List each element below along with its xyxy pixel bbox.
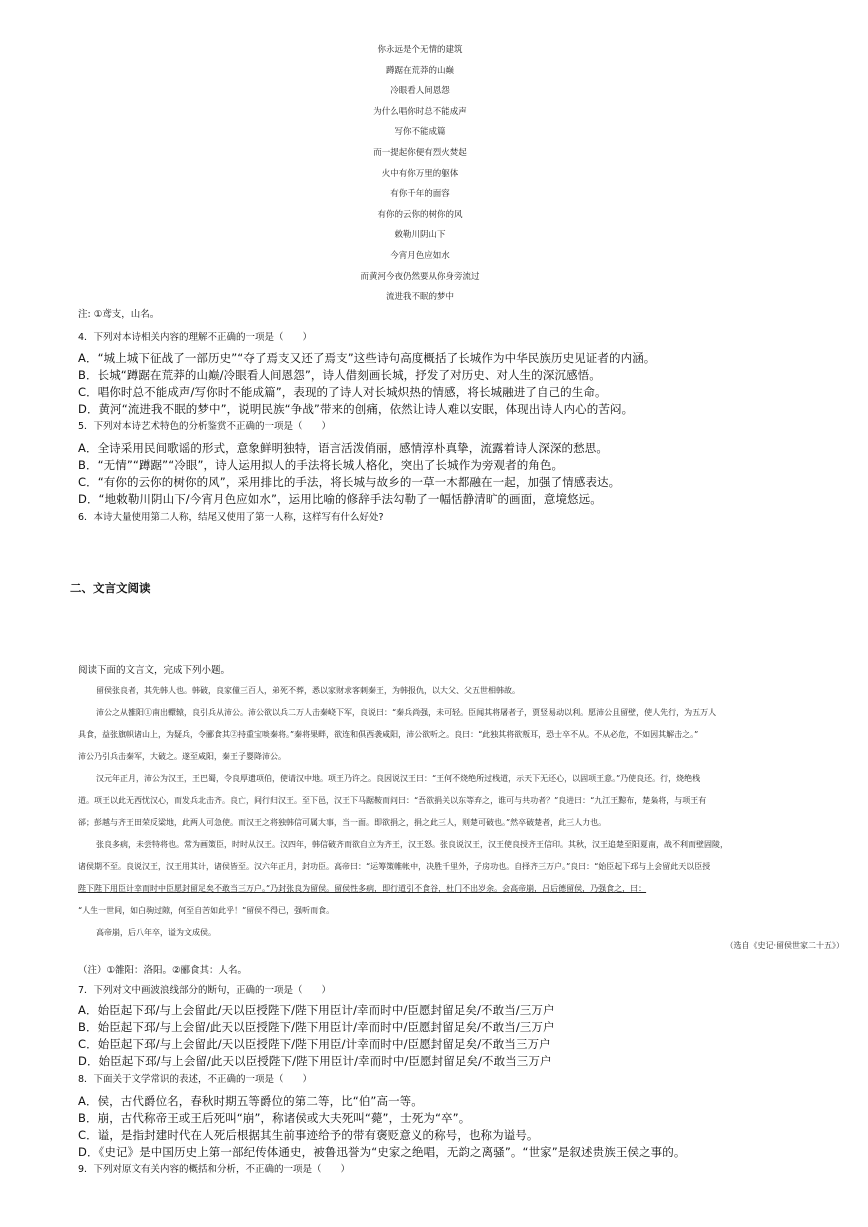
passage-line: 诸侯期不至。良说汉王，汉王用其计，诸侯皆至。汉六年正月，封功臣。高帝曰：“运筹策帷帐中，决胜千里外，子房功也。自择齐三万户。”良曰：“始臣起下邳与上会留此天以臣授	[78, 862, 711, 871]
poem-line: 今宵月色应如水	[390, 250, 450, 261]
poem-line: 敕勒川阴山下	[394, 230, 446, 241]
passage-line: 郤；彭越与齐王田荣反梁地，此两人可急使。而汉王之将独韩信可属大事，当一面。即欲捐之，捐之此三人，则楚可破也。”然卒破楚者，此三人力也。	[78, 818, 607, 827]
poem-line: 你永远是个无情的建筑	[377, 45, 463, 55]
passage-line: 张良多病，未尝特将也。常为画策臣，时时从汉王。汉四年，韩信破齐而欲自立为齐王，汉王怒。张良说汉王，汉王使良授齐王信印。其秋，汉王追楚至阳夏南，战不利而壁固陵，	[96, 840, 728, 849]
option-b[interactable]: B．“无情”“蹲踞”“冷眼”，诗人运用拟人的手法将长城人格化，突出了长城作为旁观者的角色。	[78, 458, 564, 472]
poem-line: 为什么唱你时总不能成声	[373, 106, 467, 117]
passage-line: 具食，益张旗帜诸山上，为疑兵，令郦食其②持重宝啖秦将。”秦将果畔，欲连和俱西袭咸阳，沛公欲听之。良曰：“此独其将欲叛耳，恐士卒不从。不从必危，不如因其解击之。”	[78, 730, 699, 739]
passage-line: 沛公乃引兵击秦军，大破之。遂至咸阳，秦王子婴降沛公。	[78, 752, 286, 761]
passage-line: “人生一世间，如白驹过隙，何至自苦如此乎！”留侯不得已，强听而食。	[78, 906, 335, 915]
passage-line: 沛公之从雒阳①南出轘辕，良引兵从沛公。沛公欲以兵二万人击秦峣下军，良说曰：“秦兵尚强，未可轻。臣闻其将屠者子，贾竖易动以利。愿沛公且留壁，使人先行，为五万人	[96, 708, 717, 717]
option-a[interactable]: A．“城上城下征战了一部历史”“夺了焉支又还了焉支”这些诗句高度概括了长城作为中华民族历史见证者的内涵。	[78, 351, 656, 365]
poem-line: 有你千年的面容	[390, 189, 450, 200]
option-a[interactable]: A．始臣起下邳/与上会留此/天以臣授陛下/陛下用臣计/幸而时中/臣愿封留足矣/不敢当/三万户	[78, 1003, 555, 1017]
question-4-options	[78, 350, 848, 418]
poem-line: 写你不能成篇	[394, 127, 446, 138]
question-8-stem: 8．下面关于文学常识的表述，不正确的一项是（ ）	[78, 1074, 313, 1085]
poem-line: 有你的云你的树你的风	[377, 209, 463, 220]
poem-line: 流进我不眠的梦中	[385, 292, 454, 303]
passage-line-underlined: 陛下陛下用臣计幸而时中臣愿封留足矣不敢当三万户。”乃封张良为留侯。留侯性多病，即行道引不食谷，杜门不出岁余。会高帝崩，吕后德留侯，乃强食之，曰：	[78, 884, 647, 893]
option-a[interactable]: A．侯，古代爵位名，春秋时期五等爵位的第二等，比“伯”高一等。	[78, 1094, 423, 1108]
poem-line: 火中有你万里的躯体	[381, 168, 459, 179]
question-7-options	[78, 1002, 848, 1070]
question-6-stem: 6．本诗大量使用第二人称，结尾又使用了第一人称，这样写有什么好处?	[78, 512, 384, 523]
option-b[interactable]: B．始臣起下邳/与上会留/此天以臣授陛下/陛下用臣计/幸而时中/臣愿封留足矣/不敢当/三万户	[78, 1020, 555, 1034]
option-d[interactable]: D．始臣起下邳/与上会留/此天以臣授陛下/陛下用臣计/幸而时中/臣愿封留足矣/不敢当三万户	[78, 1054, 552, 1068]
passage-line: 道。项王以此无西忧汉心，而发兵北击齐。良亡，间行归汉王。至下邑，汉王下马踞鞍而问曰：“吾欲捐关以东等弃之，谁可与共功者？”良进曰：“九江王黥布，楚枭将，与项王有	[78, 796, 707, 805]
question-4-stem: 4．下列对本诗相关内容的理解不正确的一项是（ ）	[78, 332, 313, 343]
option-d[interactable]: D．《史记》是中国历史上第一部纪传体通史，被鲁迅誉为“史家之绝唱，无韵之离骚”。“世家”是叙述贵族王侯之事的。	[78, 1145, 686, 1159]
section-heading: 二、文言文阅读	[70, 581, 151, 595]
question-7-stem: 7．下列对文中画波浪线部分的断句，正确的一项是（ ）	[78, 985, 332, 996]
option-d[interactable]: D．黄河“流进我不眠的梦中”，说明民族“争战”带来的创痛，依然让诗人难以安眠，体现出诗人内心的苦闷。	[78, 402, 634, 416]
question-5-options	[78, 440, 848, 508]
passage-line: 高帝崩，后八年卒，谥为文成侯。	[96, 928, 216, 937]
poem-line: 蹲踞在荒莽的山巅	[385, 65, 454, 76]
poem-note: 注: ①鸢支，山名。	[78, 309, 160, 320]
reading-instruction: 阅读下面的文言文，完成下列小题。	[78, 665, 231, 676]
passage-line: 留侯张良者，其先韩人也。韩破，良家僮三百人，弟死不葬，悉以家财求客刺秦王，为韩报仇，以大父、父五世相韩故。	[96, 686, 520, 695]
poem-line: 而一提起你便有烈火焚起	[373, 147, 467, 158]
classical-passage	[78, 680, 858, 944]
passage-line: 汉元年正月，沛公为汉王，王巴蜀，令良厚遗项伯，使请汉中地。项王乃许之。良因说汉王曰：“王何不烧绝所过栈道，示天下无还心，以固项王意。”乃使良还。行，烧绝栈	[96, 774, 701, 783]
poem-line: 而黄河今夜仍然要从你身旁流过	[360, 271, 480, 282]
poem	[260, 40, 580, 308]
option-c[interactable]: C．“有你的云你的树你的风”，采用排比的手法，将长城与故乡的一草一木都融在一起，加强了情感表达。	[78, 475, 621, 489]
question-8-options	[78, 1093, 848, 1161]
option-b[interactable]: B．崩，古代称帝王或王后死叫“崩”，称诸侯或大夫死叫“薨”，士死为“卒”。	[78, 1111, 471, 1125]
option-c[interactable]: C．唱你时总不能成声/写你时不能成篇”，表现的了诗人对长城炽热的情感，将长城融进了自己的生命。	[78, 385, 607, 399]
option-c[interactable]: C．始臣起下邳/与上会留此/天以臣授陛下/陛下用臣/计幸而时中/臣愿封留足矣/不敢当三万户	[78, 1037, 551, 1051]
option-d[interactable]: D．“地敕勒川阴山下/今宵月色应如水”，运用比喻的修辞手法勾勒了一幅恬静清旷的画面，意境悠远。	[78, 492, 602, 506]
passage-notes: （注）①雒阳：洛阳。②郦食其：人名。	[78, 965, 248, 976]
passage-source: （选自《史记·留侯世家二十五》）	[725, 941, 844, 950]
option-a[interactable]: A．全诗采用民间歌谣的形式，意象鲜明独特，语言活泼俏丽，感情淳朴真挚，流露着诗人深深的愁思。	[78, 441, 608, 455]
question-9-stem: 9．下列对原文有关内容的概括和分析，不正确的一项是（ ）	[78, 1164, 351, 1175]
option-c[interactable]: C．谥，是指封建时代在人死后根据其生前事迹给予的带有褒贬意义的称号，也称为谥号。	[78, 1128, 539, 1142]
question-5-stem: 5．下列对本诗艺术特色的分析鉴赏不正确的一项是（ ）	[78, 421, 332, 432]
option-b[interactable]: B．长城“蹲踞在荒莽的山巅/冷眼看人间恩怨”，诗人借刻画长城，抒发了对历史、对人生的深沉感悟。	[78, 368, 601, 382]
poem-line: 冷眼看人间恩怨	[390, 86, 450, 97]
